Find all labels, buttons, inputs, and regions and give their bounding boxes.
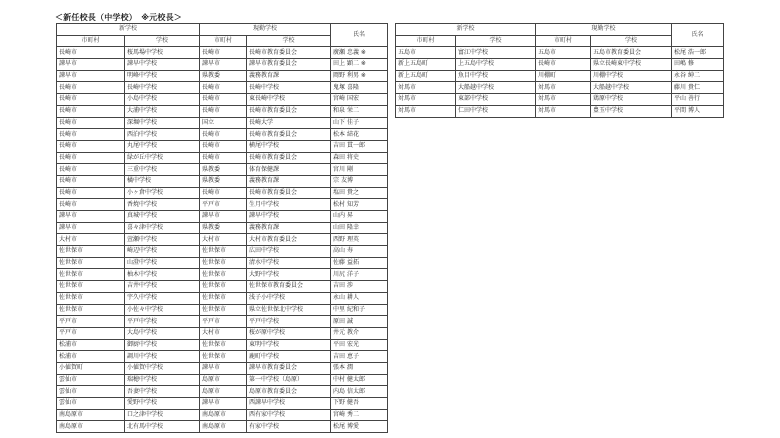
current-municipality-cell: 県教委 bbox=[200, 222, 247, 234]
current-school-cell: 桜が原中学校 bbox=[247, 327, 331, 339]
table-row bbox=[57, 211, 388, 223]
name-cell: 田上 顕二 ※ bbox=[331, 59, 388, 71]
new-municipality-cell: 長崎市 bbox=[57, 140, 125, 152]
current-school-cell: 有家中学校 bbox=[247, 421, 331, 433]
name-cell: 高山 寿 bbox=[331, 246, 388, 258]
current-municipality-cell: 長崎市 bbox=[200, 152, 247, 164]
current-school-cell: 広田中学校 bbox=[247, 246, 331, 258]
table-row bbox=[57, 339, 388, 351]
current-municipality-cell: 長崎市 bbox=[200, 129, 247, 141]
new-school-cell: 小佐々中学校 bbox=[125, 304, 200, 316]
name-cell: 田嶋 修 bbox=[672, 59, 724, 71]
new-school-cell: 小島中学校 bbox=[125, 94, 200, 106]
name-cell: 吉田 貫一郎 bbox=[331, 140, 388, 152]
current-school-cell: 大船越中学校 bbox=[591, 82, 672, 94]
new-school-cell: 平戸中学校 bbox=[125, 316, 200, 328]
new-municipality-cell: 新上五島町 bbox=[396, 59, 456, 71]
new-school-cell: 桜馬場中学校 bbox=[125, 47, 200, 59]
table-row bbox=[57, 362, 388, 374]
current-school-cell: 平戸中学校 bbox=[247, 316, 331, 328]
name-cell: 松尾 浩一郎 bbox=[672, 47, 724, 59]
name-cell: 廣瀬 忠義 ※ bbox=[331, 47, 388, 59]
new-school-cell: 三重中学校 bbox=[125, 164, 200, 176]
header-school: 学校 bbox=[456, 35, 536, 47]
current-school-cell: 大村市教育委員会 bbox=[247, 234, 331, 246]
table-row bbox=[57, 129, 388, 141]
new-municipality-cell: 佐世保市 bbox=[57, 292, 125, 304]
name-cell: 山下 佳子 bbox=[331, 117, 388, 129]
current-municipality-cell: 長崎市 bbox=[200, 140, 247, 152]
name-cell: 原田 誠 bbox=[331, 316, 388, 328]
name-cell: 平間 博人 bbox=[672, 105, 724, 117]
new-school-cell: 柚木中学校 bbox=[125, 269, 200, 281]
current-school-cell: 体育保健課 bbox=[247, 164, 331, 176]
table-row bbox=[57, 398, 388, 410]
name-cell: 宮崎 秀二 bbox=[331, 409, 388, 421]
new-school-cell: 瑞穂中学校 bbox=[125, 374, 200, 386]
current-municipality-cell: 南島原市 bbox=[200, 421, 247, 433]
current-school-cell: 長崎大学 bbox=[247, 117, 331, 129]
new-school-cell: 萱瀬中学校 bbox=[125, 234, 200, 246]
name-cell: 森田 将史 bbox=[331, 152, 388, 164]
new-municipality-cell: 対馬市 bbox=[396, 82, 456, 94]
right-table bbox=[395, 23, 724, 118]
new-school-cell: 小ヶ倉中学校 bbox=[125, 187, 200, 199]
current-municipality-cell: 長崎市 bbox=[200, 47, 247, 59]
current-municipality-cell: 対馬市 bbox=[536, 105, 591, 117]
new-municipality-cell: 長崎市 bbox=[57, 129, 125, 141]
name-cell: 松村 知芳 bbox=[331, 199, 388, 211]
document-title: ＜新任校長（中学校） ※元校長＞ bbox=[55, 13, 182, 22]
current-municipality-cell: 対馬市 bbox=[536, 82, 591, 94]
new-municipality-cell: 平戸市 bbox=[57, 316, 125, 328]
current-school-cell: 長崎市教育委員会 bbox=[247, 47, 331, 59]
new-school-cell: 愛野中学校 bbox=[125, 398, 200, 410]
current-municipality-cell: 県教委 bbox=[200, 164, 247, 176]
new-school-cell: 吾妻中学校 bbox=[125, 386, 200, 398]
new-municipality-cell: 長崎市 bbox=[57, 152, 125, 164]
new-municipality-cell: 南島原市 bbox=[57, 421, 125, 433]
new-school-cell: 大島中学校 bbox=[125, 327, 200, 339]
table-row bbox=[57, 246, 388, 258]
current-school-cell: 県立長崎東中学校 bbox=[591, 59, 672, 71]
current-municipality-cell: 佐世保市 bbox=[200, 269, 247, 281]
current-school-cell: 浅子小中学校 bbox=[247, 292, 331, 304]
current-school-cell: 佐世保市教育委員会 bbox=[247, 281, 331, 293]
current-school-cell: 長崎市教育委員会 bbox=[247, 105, 331, 117]
table-row bbox=[57, 257, 388, 269]
current-school-cell: 清水中学校 bbox=[247, 257, 331, 269]
new-municipality-cell: 佐世保市 bbox=[57, 246, 125, 258]
new-municipality-cell: 長崎市 bbox=[57, 199, 125, 211]
new-school-cell: 調川中学校 bbox=[125, 351, 200, 363]
current-school-cell: 諫早市教育委員会 bbox=[247, 59, 331, 71]
current-school-cell: 西諫早中学校 bbox=[247, 398, 331, 410]
table-row bbox=[57, 47, 388, 59]
name-cell: 井元 教介 bbox=[331, 327, 388, 339]
new-school-cell: 宇久中学校 bbox=[125, 292, 200, 304]
new-municipality-cell: 諫早市 bbox=[57, 59, 125, 71]
header-school: 学校 bbox=[125, 35, 200, 47]
name-cell: 山内 昇 bbox=[331, 211, 388, 223]
name-cell: 山田 隆幸 bbox=[331, 222, 388, 234]
new-municipality-cell: 佐世保市 bbox=[57, 281, 125, 293]
current-municipality-cell: 佐世保市 bbox=[200, 292, 247, 304]
table-row bbox=[57, 175, 388, 187]
name-cell: 塩田 貴之 bbox=[331, 187, 388, 199]
name-cell: 西野 理英 bbox=[331, 234, 388, 246]
table-row bbox=[57, 409, 388, 421]
new-municipality-cell: 雲仙市 bbox=[57, 398, 125, 410]
current-municipality-cell: 諫早市 bbox=[200, 211, 247, 223]
header-school: 学校 bbox=[591, 35, 672, 47]
current-school-cell: 西有家中学校 bbox=[247, 409, 331, 421]
new-municipality-cell: 新上五島町 bbox=[396, 70, 456, 82]
current-municipality-cell: 諫早市 bbox=[200, 362, 247, 374]
name-cell: 鬼塚 喜隆 bbox=[331, 82, 388, 94]
new-municipality-cell: 対馬市 bbox=[396, 105, 456, 117]
new-school-cell: 大船越中学校 bbox=[456, 82, 536, 94]
current-municipality-cell: 長崎市 bbox=[536, 59, 591, 71]
header-municipality: 市町村 bbox=[200, 35, 247, 47]
table-row bbox=[57, 421, 388, 433]
table-row bbox=[57, 351, 388, 363]
current-school-cell: 鶏原中学校 bbox=[591, 94, 672, 106]
name-cell: 永谷 紳二 bbox=[672, 70, 724, 82]
current-municipality-cell: 川棚町 bbox=[536, 70, 591, 82]
new-municipality-cell: 諫早市 bbox=[57, 222, 125, 234]
name-cell: 内島 信太郎 bbox=[331, 386, 388, 398]
new-school-cell: 緑が丘中学校 bbox=[125, 152, 200, 164]
current-school-cell: 第一中学校（島原） bbox=[247, 374, 331, 386]
header-current-post: 現勤学校 bbox=[536, 24, 672, 36]
current-municipality-cell: 平戸市 bbox=[200, 316, 247, 328]
table-row bbox=[57, 199, 388, 211]
current-municipality-cell: 対馬市 bbox=[536, 94, 591, 106]
new-municipality-cell: 長崎市 bbox=[57, 164, 125, 176]
new-school-cell: 喜々津中学校 bbox=[125, 222, 200, 234]
table-row bbox=[57, 281, 388, 293]
table-row bbox=[57, 316, 388, 328]
current-school-cell: 東明中学校 bbox=[247, 339, 331, 351]
current-municipality-cell: 諫早市 bbox=[200, 398, 247, 410]
new-municipality-cell: 佐世保市 bbox=[57, 269, 125, 281]
table-row bbox=[396, 82, 724, 94]
new-municipality-cell: 松浦市 bbox=[57, 339, 125, 351]
current-school-cell: 長崎市教育委員会 bbox=[247, 187, 331, 199]
table-row bbox=[57, 152, 388, 164]
new-school-cell: 諫早中学校 bbox=[125, 59, 200, 71]
new-school-cell: 山澄中学校 bbox=[125, 257, 200, 269]
table-row bbox=[57, 386, 388, 398]
new-school-cell: 北有馬中学校 bbox=[125, 421, 200, 433]
new-municipality-cell: 長崎市 bbox=[57, 187, 125, 199]
current-municipality-cell: 長崎市 bbox=[200, 94, 247, 106]
current-municipality-cell: 島原市 bbox=[200, 374, 247, 386]
current-school-cell: 生月中学校 bbox=[247, 199, 331, 211]
new-school-cell: 富江中学校 bbox=[456, 47, 536, 59]
new-municipality-cell: 五島市 bbox=[396, 47, 456, 59]
name-cell: 宮崎 国宏 bbox=[331, 94, 388, 106]
new-municipality-cell: 長崎市 bbox=[57, 94, 125, 106]
table-row bbox=[57, 187, 388, 199]
table-row bbox=[57, 234, 388, 246]
new-school-cell: 仁田中学校 bbox=[456, 105, 536, 117]
current-school-cell: 義務教育課 bbox=[247, 175, 331, 187]
current-municipality-cell: 島原市 bbox=[200, 386, 247, 398]
new-school-cell: 明峰中学校 bbox=[125, 70, 200, 82]
new-municipality-cell: 平戸市 bbox=[57, 327, 125, 339]
table-row bbox=[57, 222, 388, 234]
current-school-cell: 長崎中学校 bbox=[247, 82, 331, 94]
name-cell: 川尻 洋子 bbox=[331, 269, 388, 281]
table-row bbox=[57, 105, 388, 117]
current-municipality-cell: 長崎市 bbox=[200, 105, 247, 117]
name-cell: 永山 耕人 bbox=[331, 292, 388, 304]
new-school-cell: 大浦中学校 bbox=[125, 105, 200, 117]
current-municipality-cell: 国立 bbox=[200, 117, 247, 129]
name-cell: 張本 潤 bbox=[331, 362, 388, 374]
new-school-cell: 真城中学校 bbox=[125, 211, 200, 223]
current-municipality-cell: 佐世保市 bbox=[200, 246, 247, 258]
name-cell: 岡野 利男 ※ bbox=[331, 70, 388, 82]
new-school-cell: 御厨中学校 bbox=[125, 339, 200, 351]
table-row bbox=[57, 59, 388, 71]
current-school-cell: 義務教育課 bbox=[247, 70, 331, 82]
current-municipality-cell: 佐世保市 bbox=[200, 281, 247, 293]
name-cell: 吉田 渉 bbox=[331, 281, 388, 293]
current-school-cell: 東長崎中学校 bbox=[247, 94, 331, 106]
new-municipality-cell: 雲仙市 bbox=[57, 386, 125, 398]
name-cell: 平田 宏光 bbox=[331, 339, 388, 351]
table-row bbox=[57, 140, 388, 152]
current-school-cell: 長崎市教育委員会 bbox=[247, 129, 331, 141]
new-municipality-cell: 長崎市 bbox=[57, 105, 125, 117]
current-school-cell: 諫早中学校 bbox=[247, 211, 331, 223]
current-school-cell: 川棚中学校 bbox=[591, 70, 672, 82]
new-school-cell: 深堀中学校 bbox=[125, 117, 200, 129]
table-row bbox=[396, 105, 724, 117]
new-school-cell: 香焼中学校 bbox=[125, 199, 200, 211]
current-municipality-cell: 長崎市 bbox=[200, 187, 247, 199]
new-school-cell: 長崎中学校 bbox=[125, 82, 200, 94]
table-row bbox=[57, 164, 388, 176]
new-municipality-cell: 対馬市 bbox=[396, 94, 456, 106]
current-municipality-cell: 平戸市 bbox=[200, 199, 247, 211]
current-school-cell: 長崎市教育委員会 bbox=[247, 152, 331, 164]
table-row bbox=[396, 70, 724, 82]
current-school-cell: 大野中学校 bbox=[247, 269, 331, 281]
name-cell: 宗 友博 bbox=[331, 175, 388, 187]
table-row bbox=[57, 269, 388, 281]
name-cell: 佐藤 益拓 bbox=[331, 257, 388, 269]
table-row bbox=[57, 374, 388, 386]
name-cell: 中里 紀和子 bbox=[331, 304, 388, 316]
new-school-cell: 西泊中学校 bbox=[125, 129, 200, 141]
table-row bbox=[57, 70, 388, 82]
new-municipality-cell: 大村市 bbox=[57, 234, 125, 246]
new-municipality-cell: 諫早市 bbox=[57, 70, 125, 82]
header-name: 氏名 bbox=[672, 24, 724, 47]
new-school-cell: 魚目中学校 bbox=[456, 70, 536, 82]
new-school-cell: 崎辺中学校 bbox=[125, 246, 200, 258]
current-municipality-cell: 佐世保市 bbox=[200, 257, 247, 269]
new-school-cell: 上五島中学校 bbox=[456, 59, 536, 71]
new-municipality-cell: 長崎市 bbox=[57, 47, 125, 59]
name-cell: 下野 健吾 bbox=[331, 398, 388, 410]
current-school-cell: 島原市教育委員会 bbox=[247, 386, 331, 398]
new-municipality-cell: 長崎市 bbox=[57, 82, 125, 94]
current-municipality-cell: 大村市 bbox=[200, 234, 247, 246]
new-municipality-cell: 松浦市 bbox=[57, 351, 125, 363]
new-municipality-cell: 佐世保市 bbox=[57, 304, 125, 316]
current-school-cell: 義務教育課 bbox=[247, 222, 331, 234]
name-cell: 宮川 剛 bbox=[331, 164, 388, 176]
new-municipality-cell: 雲仙市 bbox=[57, 374, 125, 386]
header-municipality: 市町村 bbox=[57, 35, 125, 47]
current-municipality-cell: 佐世保市 bbox=[200, 339, 247, 351]
table-row bbox=[57, 94, 388, 106]
current-municipality-cell: 佐世保市 bbox=[200, 304, 247, 316]
current-school-cell: 諫早市教育委員会 bbox=[247, 362, 331, 374]
table-row bbox=[396, 94, 724, 106]
table-row bbox=[57, 304, 388, 316]
new-school-cell: 橘中学校 bbox=[125, 175, 200, 187]
current-municipality-cell: 長崎市 bbox=[200, 82, 247, 94]
new-municipality-cell: 小値賀町 bbox=[57, 362, 125, 374]
new-municipality-cell: 長崎市 bbox=[57, 175, 125, 187]
header-name: 氏名 bbox=[331, 24, 388, 47]
table-row bbox=[57, 117, 388, 129]
current-school-cell: 県立佐世保北中学校 bbox=[247, 304, 331, 316]
header-school: 学校 bbox=[247, 35, 331, 47]
new-school-cell: 丸尾中学校 bbox=[125, 140, 200, 152]
current-municipality-cell: 県教委 bbox=[200, 175, 247, 187]
left-table bbox=[56, 23, 388, 433]
new-school-cell: 口之津中学校 bbox=[125, 409, 200, 421]
current-municipality-cell: 五島市 bbox=[536, 47, 591, 59]
name-cell: 和泉 栄二 bbox=[331, 105, 388, 117]
name-cell: 松本 結花 bbox=[331, 129, 388, 141]
name-cell: 吉田 恵子 bbox=[331, 351, 388, 363]
name-cell: 松尾 博愛 bbox=[331, 421, 388, 433]
current-school-cell: 豊玉中学校 bbox=[591, 105, 672, 117]
current-municipality-cell: 大村市 bbox=[200, 327, 247, 339]
name-cell: 中村 健太郎 bbox=[331, 374, 388, 386]
table-row bbox=[57, 292, 388, 304]
header-new-school: 新学校 bbox=[57, 24, 200, 36]
name-cell: 平山 善行 bbox=[672, 94, 724, 106]
header-new-school: 新学校 bbox=[396, 24, 536, 36]
table-row bbox=[57, 82, 388, 94]
header-current-post: 現勤学校 bbox=[200, 24, 331, 36]
current-school-cell: 五島市教育委員会 bbox=[591, 47, 672, 59]
header-municipality: 市町村 bbox=[536, 35, 591, 47]
name-cell: 藤川 貴仁 bbox=[672, 82, 724, 94]
current-school-cell: 鹿町中学校 bbox=[247, 351, 331, 363]
new-municipality-cell: 佐世保市 bbox=[57, 257, 125, 269]
new-municipality-cell: 諫早市 bbox=[57, 211, 125, 223]
new-school-cell: 小値賀中学校 bbox=[125, 362, 200, 374]
current-municipality-cell: 佐世保市 bbox=[200, 351, 247, 363]
current-school-cell: 横尾中学校 bbox=[247, 140, 331, 152]
current-municipality-cell: 県教委 bbox=[200, 70, 247, 82]
current-municipality-cell: 南島原市 bbox=[200, 409, 247, 421]
current-municipality-cell: 諫早市 bbox=[200, 59, 247, 71]
table-row bbox=[396, 47, 724, 59]
header-municipality: 市町村 bbox=[396, 35, 456, 47]
table-row bbox=[57, 327, 388, 339]
new-municipality-cell: 南島原市 bbox=[57, 409, 125, 421]
new-municipality-cell: 長崎市 bbox=[57, 117, 125, 129]
new-school-cell: 東部中学校 bbox=[456, 94, 536, 106]
table-row bbox=[396, 59, 724, 71]
new-school-cell: 吉井中学校 bbox=[125, 281, 200, 293]
